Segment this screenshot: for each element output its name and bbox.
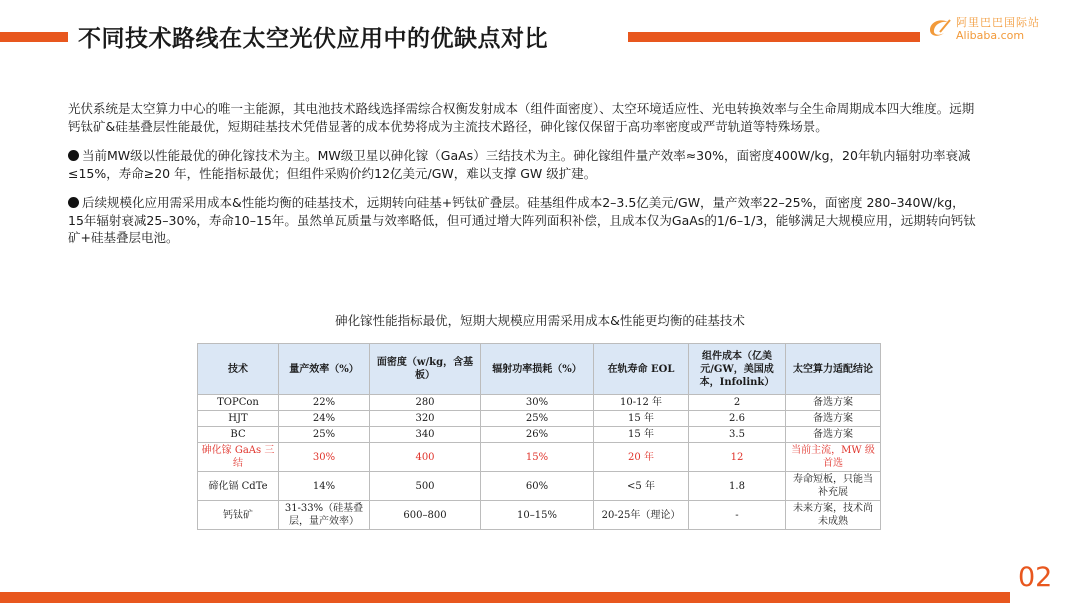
header-cell: 太空算力适配结论 [786, 344, 881, 395]
header-cell: 在轨寿命 EOL [594, 344, 689, 395]
table-cell: 2 [689, 395, 786, 411]
table-cell: 320 [370, 411, 481, 427]
table-cell: 30% [279, 443, 370, 472]
table-caption: 砷化镓性能指标最优，短期大规模应用需采用成本&性能更均衡的硅基技术 [335, 313, 745, 328]
table-cell: 12 [689, 443, 786, 472]
table-row [198, 501, 881, 530]
table-cell: TOPCon [198, 395, 279, 411]
table-cell: 280 [370, 395, 481, 411]
intro-paragraph: 光伏系统是太空算力中心的唯一主能源，其电池技术路线选择需综合权衡发射成本（组件面密度）、太空环境适应性、光电转换效率与全生命周期成本四大维度。远期钙钛矿&硅基叠层性能最优，短期硅基技术凭借显著的成本优势将成为主流技术路径，砷化镓仅保留于高功率密度或严苛轨道等特殊场景。 [68, 101, 975, 134]
table-cell: 当前主流，MW 级首选 [786, 443, 881, 472]
logo-text-en: Alibaba.com [956, 29, 1025, 42]
table-cell: - [689, 501, 786, 530]
table-cell: 26% [481, 427, 594, 443]
body-text [68, 100, 978, 259]
table-cell: 15 年 [594, 427, 689, 443]
page-title: 不同技术路线在太空光伏应用中的优缺点对比 [78, 26, 548, 52]
table-cell: 备选方案 [786, 395, 881, 411]
bullet-1-text: 当前MW级以性能最优的砷化镓技术为主。MW级卫星以砷化镓（GaAs）三结技术为主。砷化镓组件量产效率≈30%，面密度400W/kg，20年轨内辐射功率衰减≤15%，寿命≥20 年，性能指标最优；但组件采购价约12亿美元/GW，难以支撑 GW 级扩建。 [68, 148, 971, 181]
table-row [198, 472, 881, 501]
table-cell: 20 年 [594, 443, 689, 472]
table-cell: 碲化镉 CdTe [198, 472, 279, 501]
table-cell: 20-25年（理论） [594, 501, 689, 530]
header-cell: 组件成本（亿美元/GW，美国成本，Infolink） [689, 344, 786, 395]
table-cell: 22% [279, 395, 370, 411]
bullet-dot-icon [68, 197, 79, 208]
bullet-1 [68, 147, 978, 182]
footer-bar [0, 592, 1010, 603]
table-row [198, 395, 881, 411]
table-cell: 2.6 [689, 411, 786, 427]
table-cell: 340 [370, 427, 481, 443]
table-cell: 14% [279, 472, 370, 501]
table-cell: 砷化镓 GaAs 三结 [198, 443, 279, 472]
table-cell: 25% [481, 411, 594, 427]
table-cell: 15 年 [594, 411, 689, 427]
table-cell: 备选方案 [786, 427, 881, 443]
table-cell: <5 年 [594, 472, 689, 501]
title-accent-bar-left [0, 32, 68, 42]
table-row [198, 427, 881, 443]
table-cell: 15% [481, 443, 594, 472]
table-cell: 24% [279, 411, 370, 427]
comparison-table [197, 343, 881, 530]
header-cell: 技术 [198, 344, 279, 395]
bullet-2 [68, 194, 978, 247]
table-cell: 10-12 年 [594, 395, 689, 411]
table-cell: 1.8 [689, 472, 786, 501]
table-cell: 备选方案 [786, 411, 881, 427]
logo-text-cn: 阿里巴巴国际站 [956, 16, 1040, 29]
bullet-dot-icon [68, 150, 79, 161]
table-cell: 3.5 [689, 427, 786, 443]
table-cell: 10–15% [481, 501, 594, 530]
table-cell: 25% [279, 427, 370, 443]
table-cell: BC [198, 427, 279, 443]
table-cell: 30% [481, 395, 594, 411]
table-row-highlighted [198, 443, 881, 472]
table-cell: 钙钛矿 [198, 501, 279, 530]
table-cell: 600–800 [370, 501, 481, 530]
page-number: 02 [1018, 562, 1053, 593]
table-cell: HJT [198, 411, 279, 427]
title-accent-bar-right [628, 32, 920, 42]
alibaba-logo-icon [926, 14, 954, 42]
bullet-2-text: 后续规模化应用需采用成本&性能均衡的硅基技术，远期转向硅基+钙钛矿叠层。硅基组件成本2–3.5亿美元/GW，量产效率22–25%，面密度 280–340W/kg，15年辐射衰减25–30%，寿命10–15年。虽然单瓦质量与效率略低，但可通过增大阵列面积补偿，且成本仅为GaAs的1/6–1/3，能够满足大规模应用，远期转向钙钛矿+硅基叠层电池。 [68, 195, 976, 245]
table-cell: 31-33%（硅基叠层，量产效率） [279, 501, 370, 530]
alibaba-logo [926, 12, 1056, 46]
table-cell: 400 [370, 443, 481, 472]
table-cell: 寿命短板，只能当补充展 [786, 472, 881, 501]
table-cell: 未来方案，技术尚未成熟 [786, 501, 881, 530]
table-row [198, 411, 881, 427]
table-header-row [198, 344, 881, 395]
header-cell: 辐射功率损耗（%） [481, 344, 594, 395]
header-cell: 面密度（w/kg，含基板） [370, 344, 481, 395]
header-cell: 量产效率（%） [279, 344, 370, 395]
table-cell: 60% [481, 472, 594, 501]
table-cell: 500 [370, 472, 481, 501]
